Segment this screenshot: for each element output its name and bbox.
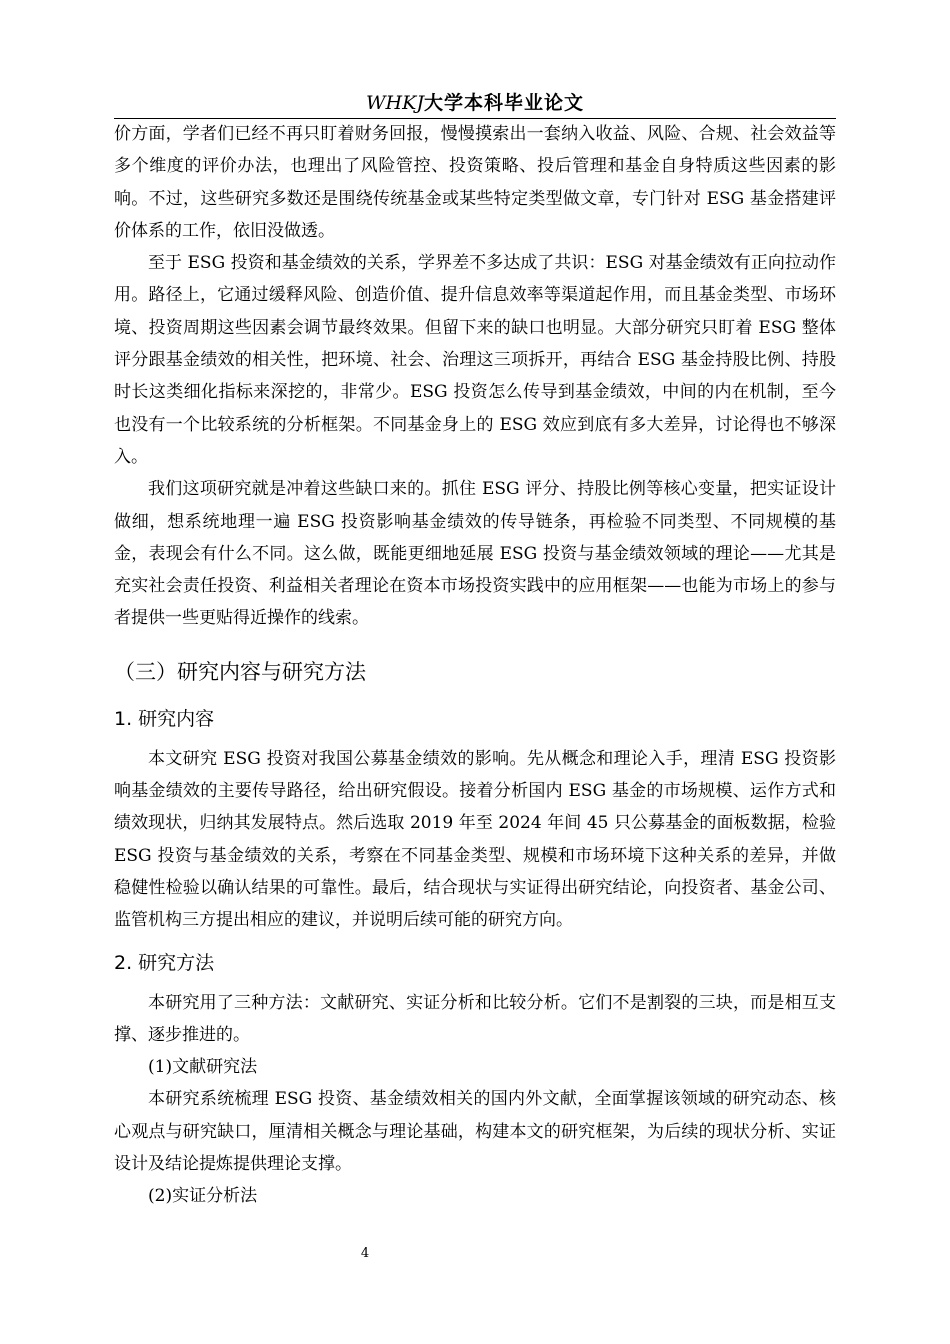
body-content <box>114 118 836 1213</box>
paragraph-continued: 价方面，学者们已经不再只盯着财务回报，慢慢摸索出一套纳入收益、风险、合规、社会效益等多个维度的评价办法，也理出了风险管控、投资策略、投后管理和基金自身特质这些因素的影响。不过，这些研究多数还是围绕传统基金或某些特定类型做文章，专门针对 ESG 基金搭建评价体系的工作，依旧没做透。 <box>114 124 836 241</box>
subsection-title-content: 1. 研究内容 <box>114 707 215 730</box>
subsection-title-methods: 2. 研究方法 <box>114 951 215 974</box>
header-university-title: 大学本科毕业论文 <box>423 92 584 114</box>
page-header <box>114 88 836 119</box>
header-brand: WHKJ <box>366 92 424 114</box>
paragraph-research-gap: 我们这项研究就是冲着这些缺口来的。抓住 ESG 评分、持股比例等核心变量，把实证设计做细，想系统地理一遍 ESG 投资影响基金绩效的传导链条，再检验不同类型、不同规模的基金，表现会有什么不同。这么做，既能更细地延展 ESG 投资与基金绩效领域的理论——尤其是充实社会责任投资、利益相关者理论在资本市场投资实践中的应用框架——也能为市场上的参与者提供一些更贴得近操作的线索。 <box>114 479 836 629</box>
paragraph-methods-intro: 本研究用了三种方法：文献研究、实证分析和比较分析。它们不是割裂的三块，而是相互支撑、逐步推进的。 <box>114 992 836 1045</box>
paragraph-esg-performance-relation: 至于 ESG 投资和基金绩效的关系，学界差不多达成了共识：ESG 对基金绩效有正向拉动作用。路径上，它通过缓释风险、创造价值、提升信息效率等渠道起作用，而且基金类型、市场环境、投资周期这些因素会调节最终效果。但留下来的缺口也明显。大部分研究只盯着 ESG 整体评分跟基金绩效的相关性，把环境、社会、治理这三项拆开，再结合 ESG 基金持股比例、持股时长这类细化指标来深挖的，非常少。ESG 投资怎么传导到基金绩效，中间的内在机制，至今也没有一个比较系统的分析框架。不同基金身上的 ESG 效应到底有多大差异，讨论得也不够深入。 <box>114 253 836 467</box>
method-label-literature: (1)文献研究法 <box>148 1057 258 1078</box>
section-title: （三）研究内容与研究方法 <box>114 659 366 684</box>
paragraph-method-literature: 本研究系统梳理 ESG 投资、基金绩效相关的国内外文献，全面掌握该领域的研究动态、核心观点与研究缺口，厘清相关概念与理论基础，构建本文的研究框架，为后续的现状分析、实证设计及结论提炼提供理论支撑。 <box>114 1089 836 1175</box>
paragraph-research-content: 本文研究 ESG 投资对我国公募基金绩效的影响。先从概念和理论入手，理清 ESG 投资影响基金绩效的主要传导路径，给出研究假设。接着分析国内 ESG 基金的市场规模、运作方式和绩效现状，归纳其发展特点。然后选取 2019 年至 2024 年间 45 只公募基金的面板数据，检验 ESG 投资与基金绩效的关系，考察在不同基金类型、规模和市场环境下这种关系的差异，并做稳健性检验以确认结果的可靠性。最后，结合现状与实证得出研究结论，向投资者、基金公司、监管机构三方提出相应的建议，并说明后续可能的研究方向。 <box>114 748 836 931</box>
page-number: 4 <box>360 1246 370 1261</box>
header-title <box>366 88 584 118</box>
method-label-empirical: (2)实证分析法 <box>148 1186 258 1207</box>
